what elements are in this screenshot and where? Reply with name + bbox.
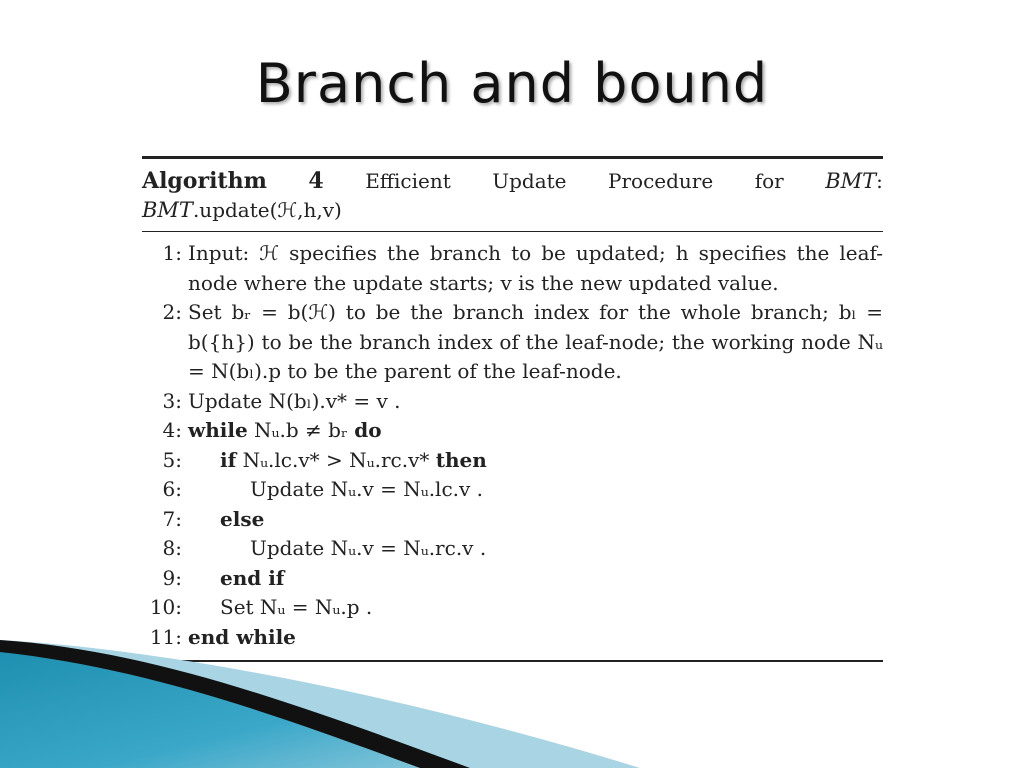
algorithm-label: Algorithm	[142, 168, 267, 194]
step-number: 3:	[162, 388, 182, 413]
step-number: 8:	[162, 536, 182, 560]
step-number: 6:	[162, 477, 182, 501]
algorithm-number: 4	[308, 168, 324, 194]
heading-name: BMT	[825, 169, 877, 193]
heading-word: Efficient	[365, 169, 451, 193]
keyword-end-if: end if	[220, 565, 285, 590]
step-number: 5:	[162, 447, 182, 472]
heading-word: Procedure	[608, 169, 714, 193]
step-number: 10:	[149, 595, 182, 619]
slide-title: Branch and bound	[255, 52, 769, 115]
heading-word: for	[754, 169, 784, 193]
signature-name: BMT	[142, 198, 193, 222]
keyword-then: then	[435, 447, 487, 472]
step-number: 1:	[162, 241, 182, 265]
step-number: 11:	[149, 624, 182, 649]
step-number: 7:	[162, 506, 182, 531]
keyword-end-while: end while	[188, 624, 296, 649]
heading-colon: :	[876, 169, 883, 193]
step-text: Nᵤ.b ≠ bᵣ	[254, 418, 348, 442]
step-number: 2:	[162, 300, 182, 324]
step-number: 4:	[162, 418, 182, 442]
step-text: Set Nᵤ = Nᵤ.p .	[220, 595, 373, 619]
heading-word: Update	[492, 169, 567, 193]
step-text: Update Nᵤ.v = Nᵤ.lc.v .	[250, 477, 484, 501]
step-text: Input: ℋ specifies the branch to be updated; h specifies the leaf-node where the update starts; v is the new updated value.	[188, 241, 883, 295]
step-text: Set bᵣ = b(ℋ) to be the branch index for the whole branch; bₗ = b({h}) to be the branch index of the leaf-node; the working node Nᵤ = N(bₗ).p to be the parent of the leaf-node.	[188, 300, 883, 383]
step-text: Update N(bₗ).v* = v .	[188, 388, 401, 413]
step-text: Update Nᵤ.v = Nᵤ.rc.v .	[250, 536, 487, 560]
keyword-else: else	[220, 506, 265, 531]
step-text: Nᵤ.lc.v* > Nᵤ.rc.v*	[242, 447, 430, 472]
keyword-if: if	[220, 447, 237, 472]
keyword-do: do	[354, 418, 382, 442]
keyword-while: while	[188, 418, 248, 442]
step-number: 9:	[162, 565, 182, 590]
signature-rest: .update(ℋ,h,v)	[192, 198, 342, 222]
